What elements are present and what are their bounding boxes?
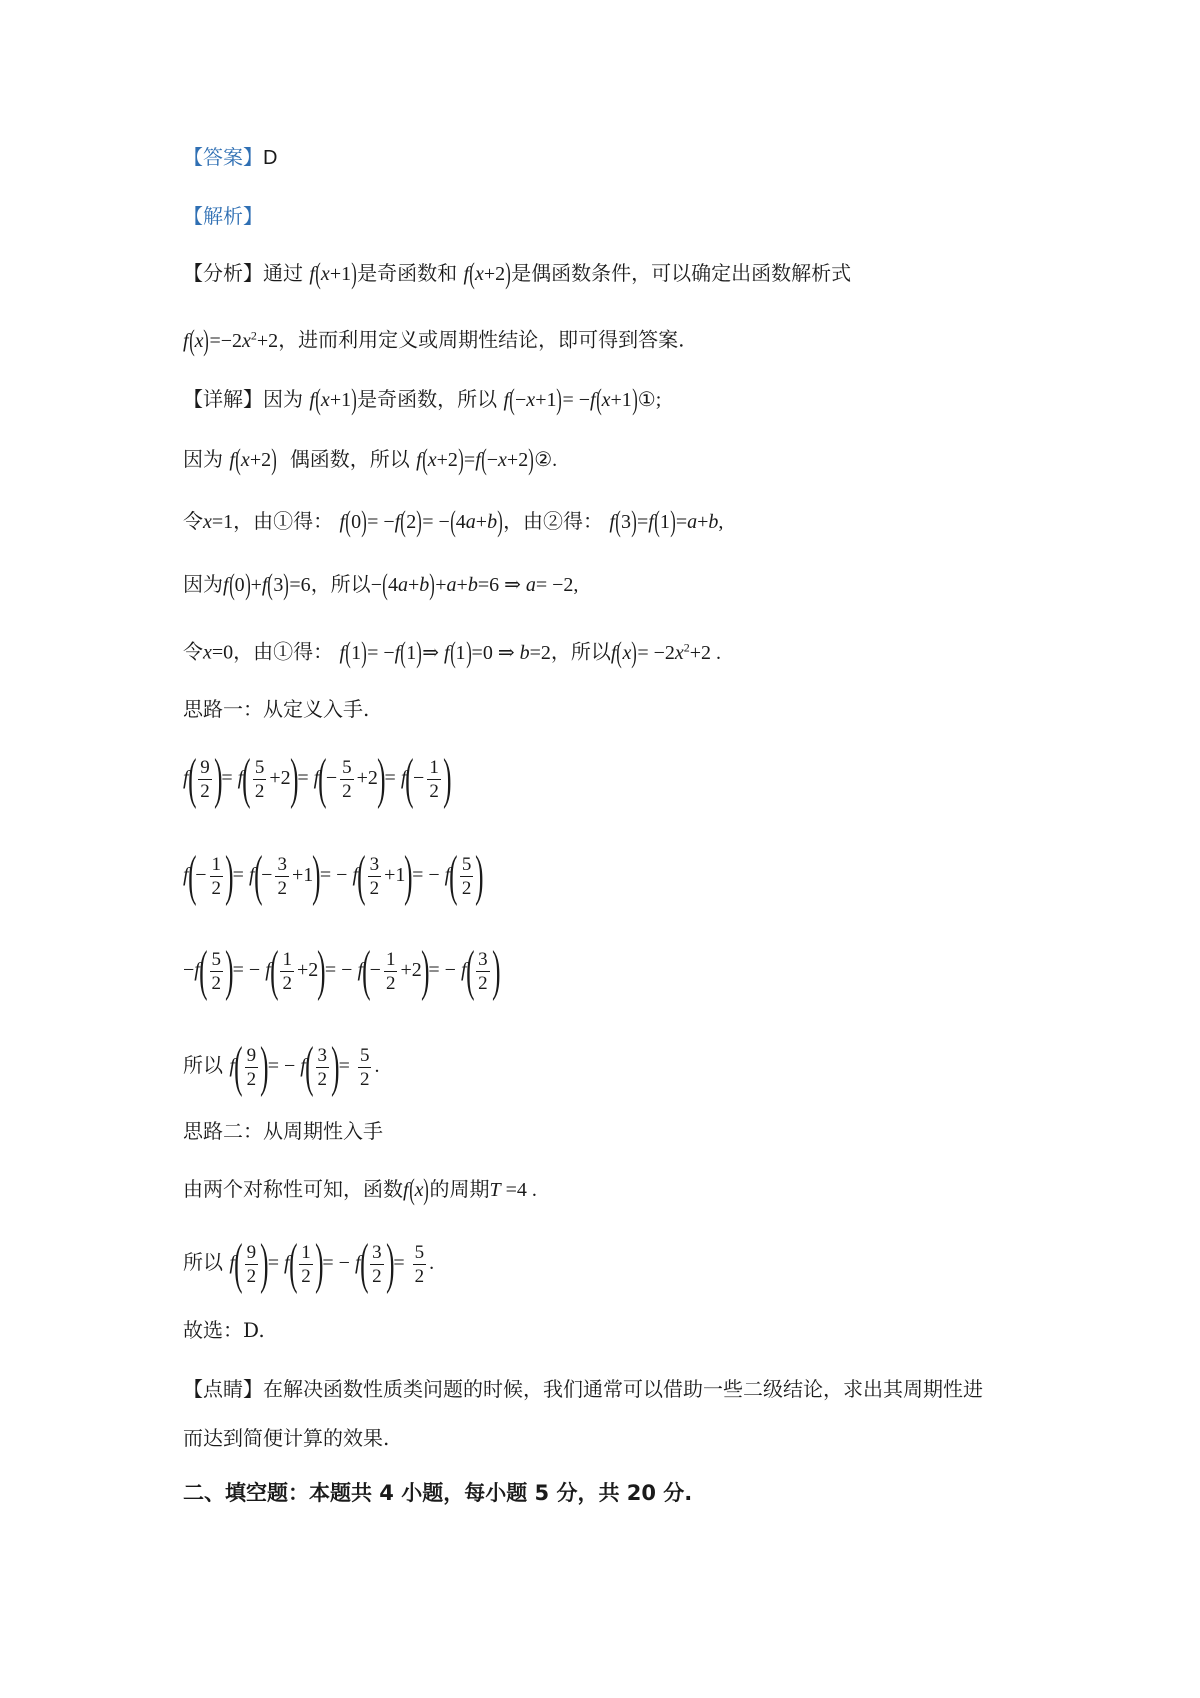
formula: f(x+2) bbox=[229, 443, 277, 476]
xiangjie-text: ，由①得： bbox=[233, 509, 334, 533]
xiangjie-tag: 【详解】 bbox=[183, 387, 263, 411]
fenxi-text: 是偶函数条件，可以确定出函数解析式 bbox=[511, 261, 852, 285]
equation-2: f(− $\frac{1}{2}$ )= f(− $\frac{3}{2}$ +1)= − f( $\frac{3}{2}$ +1)= − f( $\frac{5}{2}$ ) bbox=[183, 845, 484, 908]
xiangjie-line-4 bbox=[183, 569, 578, 600]
dianjing-text: 在解决函数性质类问题的时候，我们通常可以借助一些二级结论，求出其周期性进 bbox=[263, 1377, 983, 1401]
formula: f(1)= −f(1)⇒ f(1)=0 ⇒ b=2 bbox=[339, 635, 551, 669]
equation-1: f( $\frac{9}{2}$ )= f( $\frac{5}{2}$ +2)= f(− $\frac{5}{2}$ +2)= f(− $\frac{1}{2}$ ) bbox=[183, 748, 452, 811]
formula: f(3)=f(1)=a+b, bbox=[609, 505, 724, 538]
dianjing-tag: 【点睛】 bbox=[183, 1377, 263, 1401]
formula: T =4 . bbox=[489, 1179, 537, 1201]
formula: f(x+2) bbox=[463, 257, 511, 290]
fenxi-text: 通过 bbox=[263, 261, 303, 285]
xiangjie-line-5 bbox=[183, 632, 721, 668]
formula: f(x) bbox=[403, 1173, 430, 1206]
fenxi-text: ，进而利用定义或周期性结论，即可得到答案. bbox=[278, 327, 685, 352]
xiangjie-line-3 bbox=[183, 506, 723, 537]
xiangjie-text: 令 bbox=[183, 509, 203, 533]
idea-two: 思路二：从周期性入手 bbox=[183, 1119, 383, 1143]
xiangjie-text: 是奇函数，所以 bbox=[357, 387, 498, 411]
xiangjie-line-2 bbox=[183, 444, 557, 475]
period-line bbox=[183, 1174, 537, 1205]
answer-label: 【答案】 bbox=[183, 145, 263, 169]
xiangjie-text: 因为 bbox=[263, 387, 303, 411]
xiangjie-text: 令 bbox=[183, 639, 203, 664]
answer-line bbox=[183, 142, 277, 173]
equation-5: 所以 f( $\frac{9}{2}$ )= f( $\frac{1}{2}$ )= − f( $\frac{3}{2}$ )= $\frac{5}{2}$ . bbox=[183, 1233, 435, 1296]
formula: f(0)= −f(2)= −(4a+b) bbox=[339, 505, 503, 538]
fenxi-text: 是奇函数和 bbox=[357, 261, 458, 285]
xiangjie-text: 偶函数，所以 bbox=[289, 447, 410, 471]
xiangjie-line-1 bbox=[183, 384, 661, 415]
so-label: 所以 bbox=[183, 1053, 223, 1077]
xiangjie-text: ，所以 bbox=[310, 572, 371, 596]
formula: f(0)+f(3)=6 bbox=[223, 568, 311, 601]
period-text: 由两个对称性可知，函数 bbox=[183, 1177, 403, 1201]
formula: x=1 bbox=[203, 511, 234, 533]
analysis-label: 【解析】 bbox=[183, 204, 263, 228]
xiangjie-text: 因为 bbox=[183, 447, 223, 471]
dianjing-line-1 bbox=[183, 1374, 983, 1404]
conclusion: 故选：D. bbox=[183, 1318, 265, 1342]
formula: $f(x)= -2x^2+2$ . bbox=[610, 635, 722, 669]
fenxi-tag: 【分析】 bbox=[183, 261, 263, 285]
formula: f(x+1) bbox=[309, 383, 357, 416]
formula: f(x+1) bbox=[309, 257, 357, 290]
formula: f(−x+1)= −f(x+1)①; bbox=[503, 383, 662, 416]
formula: $f(x)=-2x^2+2$ bbox=[183, 323, 279, 357]
xiangjie-text: 因为 bbox=[183, 572, 223, 596]
fenxi-line-2 bbox=[183, 320, 685, 356]
xiangjie-text: ，由①得： bbox=[233, 639, 334, 664]
equation-3: −f( $\frac{5}{2}$ )= − f( $\frac{1}{2}$ +2)= − f(− $\frac{1}{2}$ +2)= − f( $\frac{3}{2}$ ) bbox=[183, 940, 501, 1003]
section-heading: 二、填空题：本题共 4 小题，每小题 5 分，共 20 分. bbox=[183, 1481, 693, 1505]
period-text: 的周期 bbox=[429, 1177, 490, 1201]
idea-one: 思路一：从定义入手. bbox=[183, 697, 370, 721]
equation-4: 所以 f( $\frac{9}{2}$ )= − f( $\frac{3}{2}$ )= $\frac{5}{2}$ . bbox=[183, 1036, 380, 1099]
formula: f(x+2)=f(−x+2)②. bbox=[416, 443, 558, 476]
answer-value: D bbox=[263, 147, 278, 169]
formula: −(4a+b)+a+b=6 ⇒ a= −2, bbox=[370, 568, 579, 601]
fenxi-line-1 bbox=[183, 258, 851, 289]
xiangjie-text: ，所以 bbox=[550, 639, 611, 664]
formula: x=0 bbox=[203, 641, 234, 664]
xiangjie-text: ，由②得： bbox=[503, 509, 604, 533]
dianjing-line-2: 而达到简便计算的效果. bbox=[183, 1426, 390, 1450]
so-label: 所以 bbox=[183, 1250, 223, 1274]
